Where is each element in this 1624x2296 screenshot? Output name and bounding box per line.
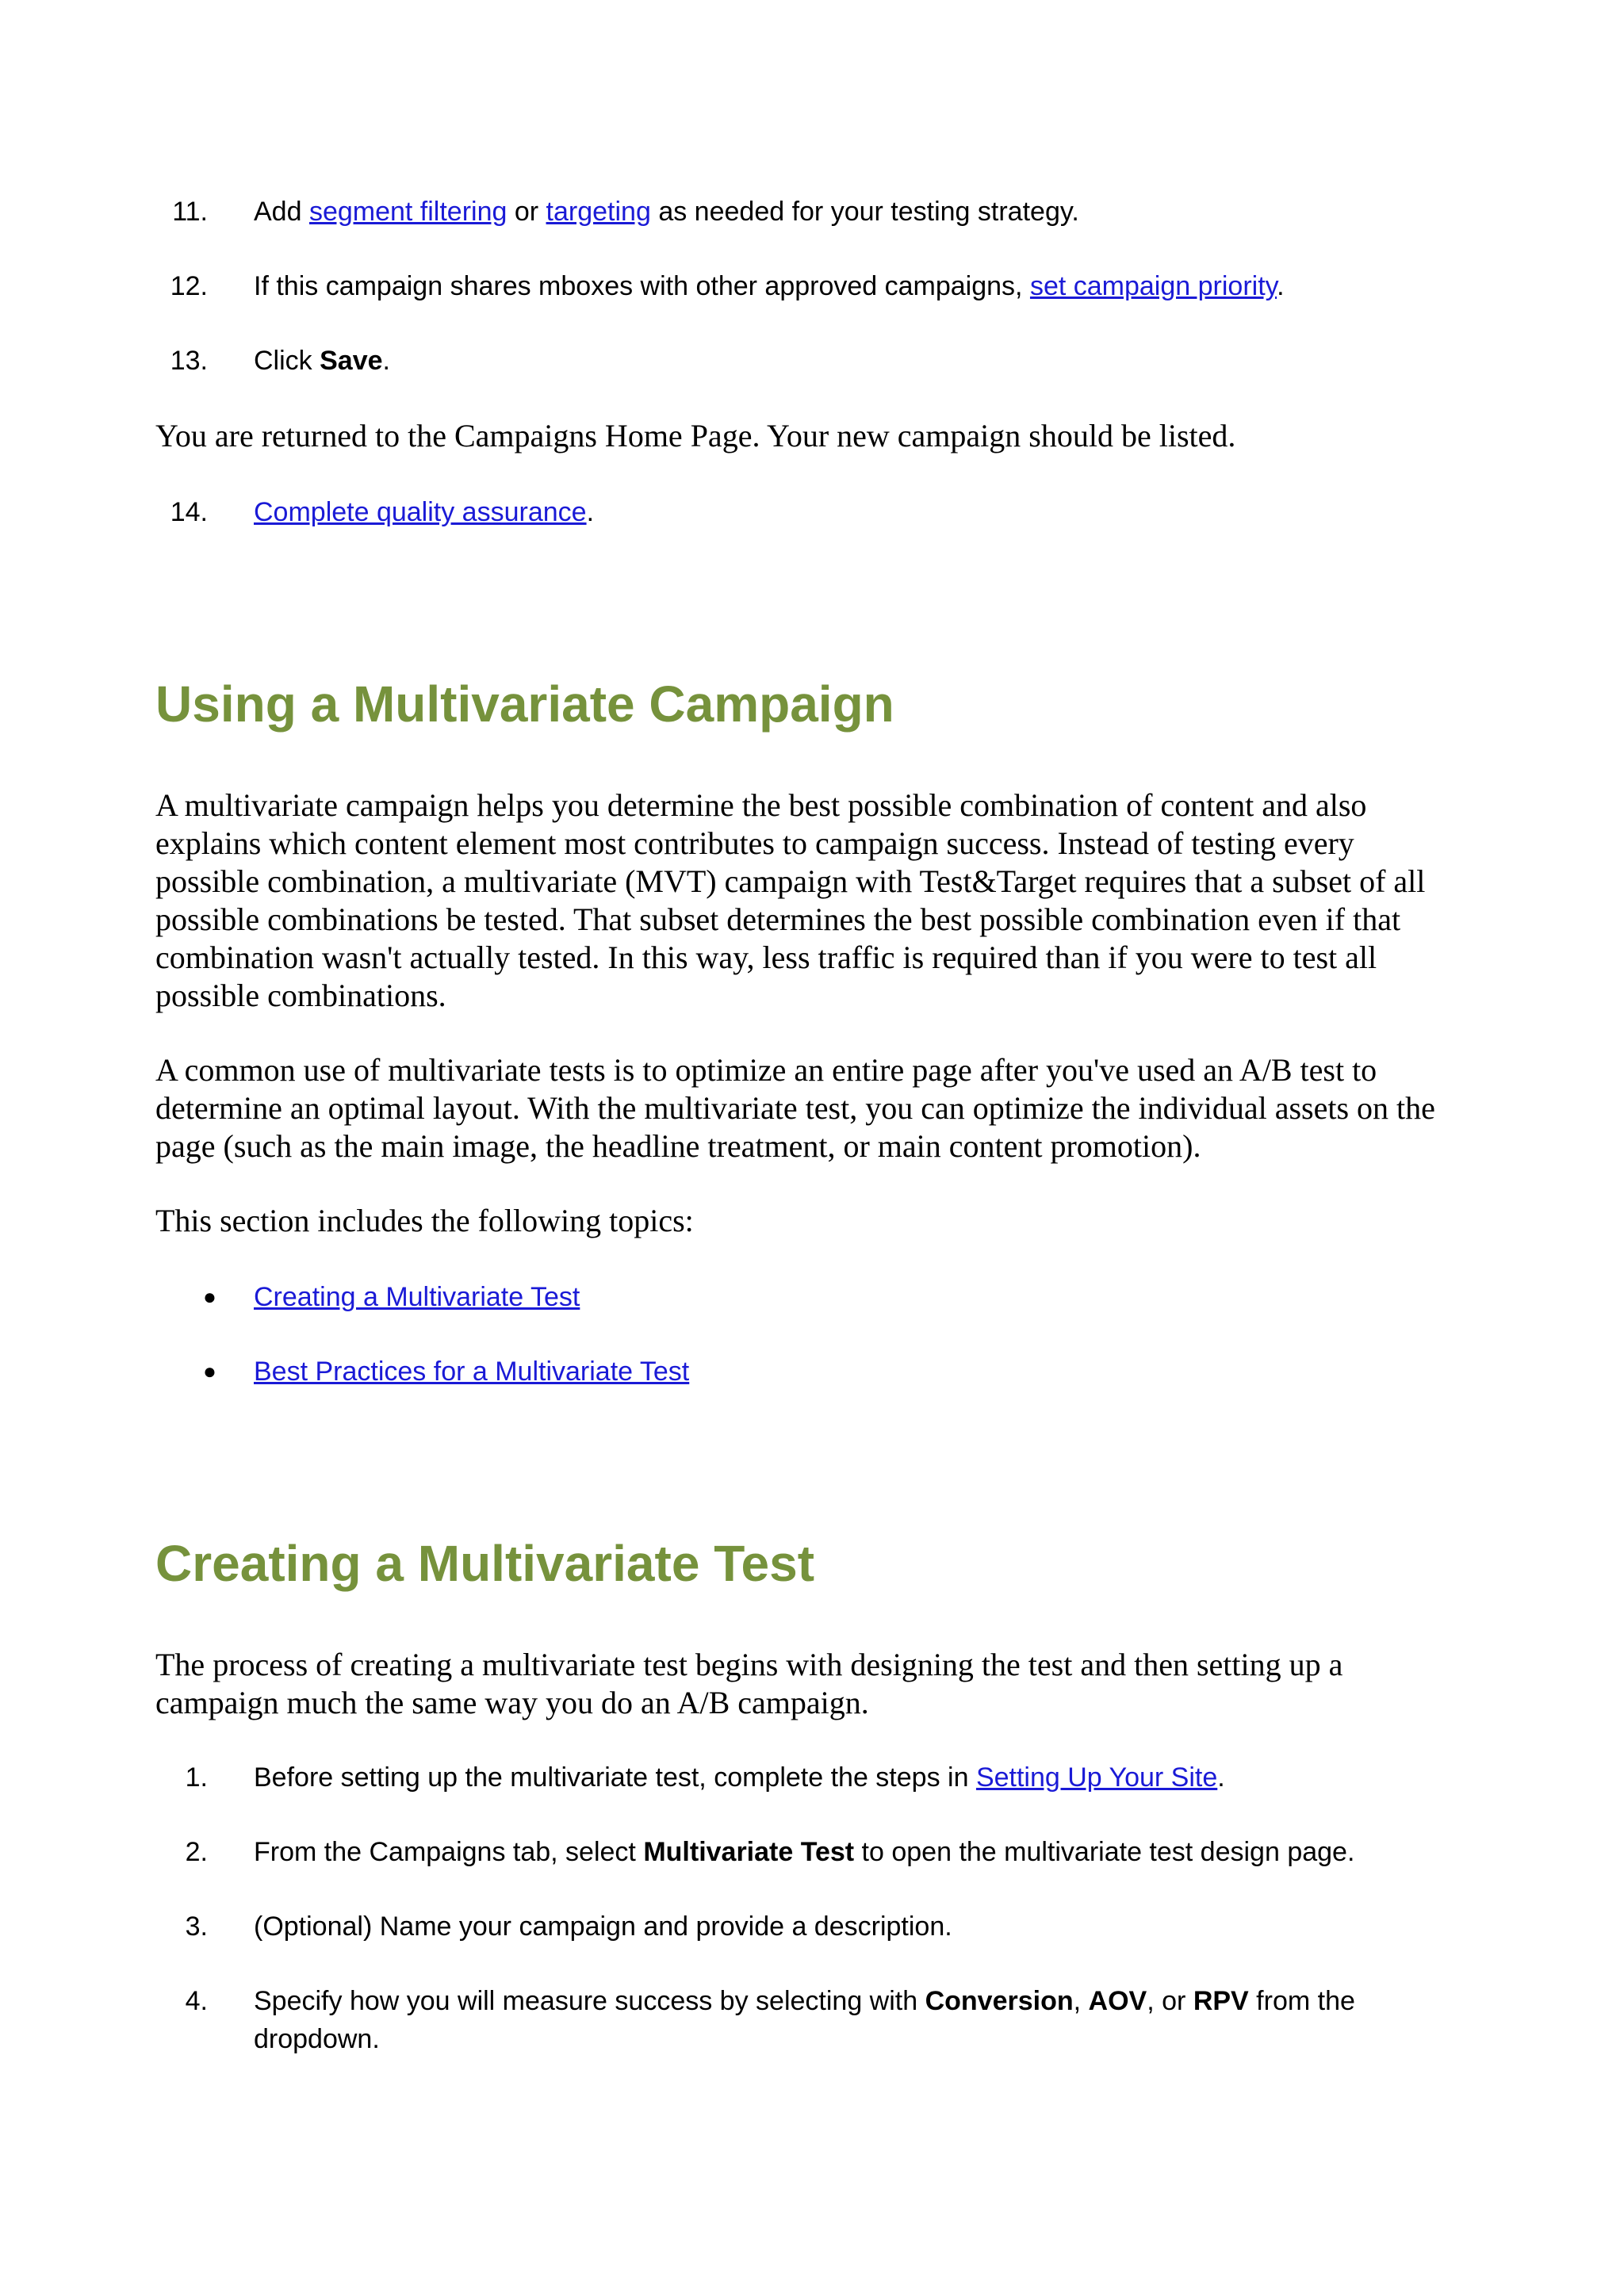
step-number: 1. [185, 1762, 208, 1793]
step-number: 11. [172, 197, 208, 227]
save-label: Save [320, 346, 383, 376]
returned-note: You are returned to the Campaigns Home Page. Your new campaign should be listed. [155, 418, 1236, 453]
multivariate-intro-paragraph: A multivariate campaign helps you determine the best possible combination of content and also explains which content element most contributes to campaign success. Instead of testing every possible combination, a multivariate (MVT) campaign with Test&Target requires that a subset of all possible combinations be tested. That subset determines the best possible combination even if that combination wasn't actually tested. In this way, less traffic is required than if you were to test all possible combinations. [155, 787, 1426, 1013]
bullet-icon: ● [203, 1284, 216, 1309]
topic-list-item [155, 1278, 1503, 1316]
step-14: 14. Complete quality assurance. [155, 493, 1503, 531]
conversion-label: Conversion [925, 1986, 1074, 2016]
step-4: 4. Specify how you will measure success by selecting with Conversion, AOV, or RPV from the dropdown. [155, 1982, 1503, 2058]
step-number: 13. [170, 346, 208, 376]
step-3: 3. (Optional) Name your campaign and provide a description. [155, 1908, 1503, 1946]
step-12: 12. If this campaign shares mboxes with other approved campaigns, set campaign priority. [155, 267, 1503, 305]
step-number: 12. [170, 271, 208, 301]
targeting-link[interactable]: targeting [546, 197, 651, 227]
aov-label: AOV [1088, 1986, 1147, 2016]
section-heading-using-multivariate: Using a Multivariate Campaign [155, 675, 894, 733]
bullet-icon: ● [203, 1359, 216, 1383]
segment-filtering-link[interactable]: segment filtering [308, 197, 508, 227]
topic-list-item [155, 1353, 1503, 1391]
creating-multivariate-test-link[interactable]: Creating a Multivariate Test [254, 1282, 580, 1312]
multivariate-usage-paragraph: A common use of multivariate tests is to optimize an entire page after you've used an A/B test to determine an optimal layout. With the multivariate test, you can optimize the individual assets on the page (such as the main image, the headline treatment, or main content promotion). [155, 1052, 1435, 1164]
set-campaign-priority-link[interactable]: set campaign priority [1029, 271, 1277, 301]
multivariate-test-label: Multivariate Test [643, 1837, 855, 1867]
creating-intro-paragraph: The process of creating a multivariate test begins with designing the test and then setting up a campaign much the same way you do an A/B campaign. [155, 1647, 1343, 1720]
best-practices-link[interactable]: Best Practices for a Multivariate Test [254, 1357, 690, 1387]
step-2: 2. From the Campaigns tab, select Multivariate Test to open the multivariate test design page. [155, 1833, 1503, 1871]
setting-up-your-site-link[interactable]: Setting Up Your Site [975, 1762, 1218, 1793]
rpv-label: RPV [1193, 1986, 1249, 2016]
section-heading-creating-multivariate: Creating a Multivariate Test [155, 1535, 815, 1592]
step-1: 1. Before setting up the multivariate test, complete the steps in Setting Up Your Site. [155, 1758, 1503, 1797]
topics-intro: This section includes the following topics: [155, 1203, 694, 1238]
step-13: 13. Click Save. [155, 342, 1503, 380]
step-11: 11. Add segment filtering or targeting as needed for your testing strategy. [155, 193, 1503, 231]
step-number: 3. [185, 1911, 208, 1942]
step-number: 2. [185, 1837, 208, 1867]
complete-quality-assurance-link[interactable]: Complete quality assurance [254, 497, 587, 527]
step-number: 4. [185, 1986, 208, 2016]
step-number: 14. [170, 497, 208, 527]
